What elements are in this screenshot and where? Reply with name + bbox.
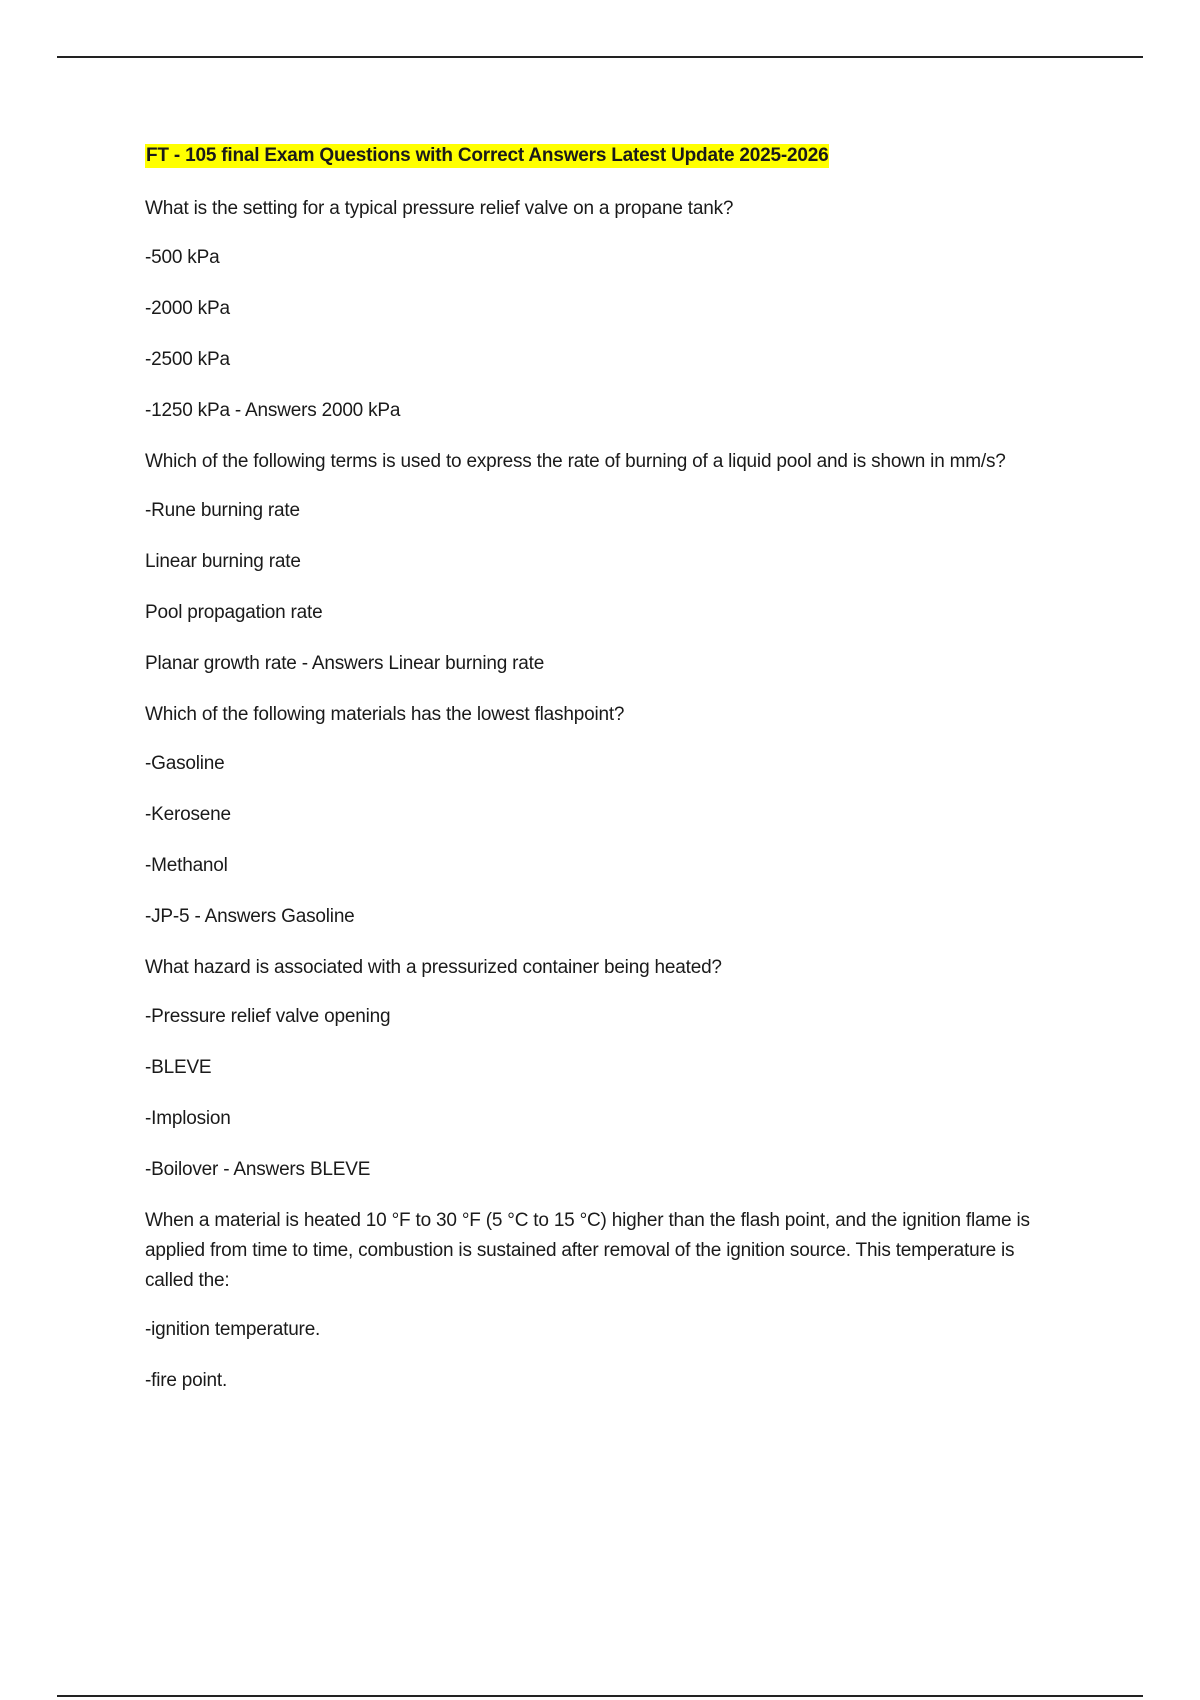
answer-option: -BLEVE	[145, 1057, 212, 1078]
answer-option: -1250 kPa - Answers 2000 kPa	[145, 400, 401, 421]
answer-option: -2000 kPa	[145, 298, 230, 319]
answer-option: Linear burning rate	[145, 551, 301, 572]
answer-option: -Kerosene	[145, 804, 231, 825]
answer-option: -ignition temperature.	[145, 1319, 321, 1340]
answer-option: -fire point.	[145, 1370, 228, 1391]
answer-option: -Rune burning rate	[145, 500, 300, 521]
question-block-2	[145, 447, 1065, 679]
header-rule	[57, 56, 1143, 58]
question-block-4	[145, 953, 1065, 1185]
answer-option: -JP-5 - Answers Gasoline	[145, 906, 355, 927]
answer-option: Planar growth rate - Answers Linear burning rate	[145, 653, 545, 674]
answer-option: Pool propagation rate	[145, 602, 323, 623]
answer-option: -Boilover - Answers BLEVE	[145, 1159, 371, 1180]
answer-option: -Implosion	[145, 1108, 231, 1129]
document-body	[145, 144, 1065, 1417]
question-text: When a material is heated 10 °F to 30 °F (5 °C to 15 °C) higher than the flash point, and the ignition flame is applied from time to time, combustion is sustained after removal of the ignition source. This temperature is called the:	[145, 1210, 1030, 1291]
answer-option: -Methanol	[145, 855, 228, 876]
answer-option: -500 kPa	[145, 247, 220, 268]
question-text: What is the setting for a typical pressure relief valve on a propane tank?	[145, 198, 734, 219]
answer-option: -Gasoline	[145, 753, 225, 774]
document-title: FT - 105 final Exam Questions with Correct Answers Latest Update 2025-2026	[146, 145, 829, 166]
question-text: Which of the following materials has the lowest flashpoint?	[145, 704, 625, 725]
question-text: What hazard is associated with a pressurized container being heated?	[145, 957, 722, 978]
question-block-3	[145, 700, 1065, 932]
question-block-1	[145, 194, 1065, 426]
footer-rule	[57, 1695, 1143, 1697]
answer-option: -2500 kPa	[145, 349, 230, 370]
answer-option: -Pressure relief valve opening	[145, 1006, 391, 1027]
question-block-5	[145, 1206, 1065, 1396]
question-text: Which of the following terms is used to express the rate of burning of a liquid pool and is shown in mm/s?	[145, 451, 1006, 472]
